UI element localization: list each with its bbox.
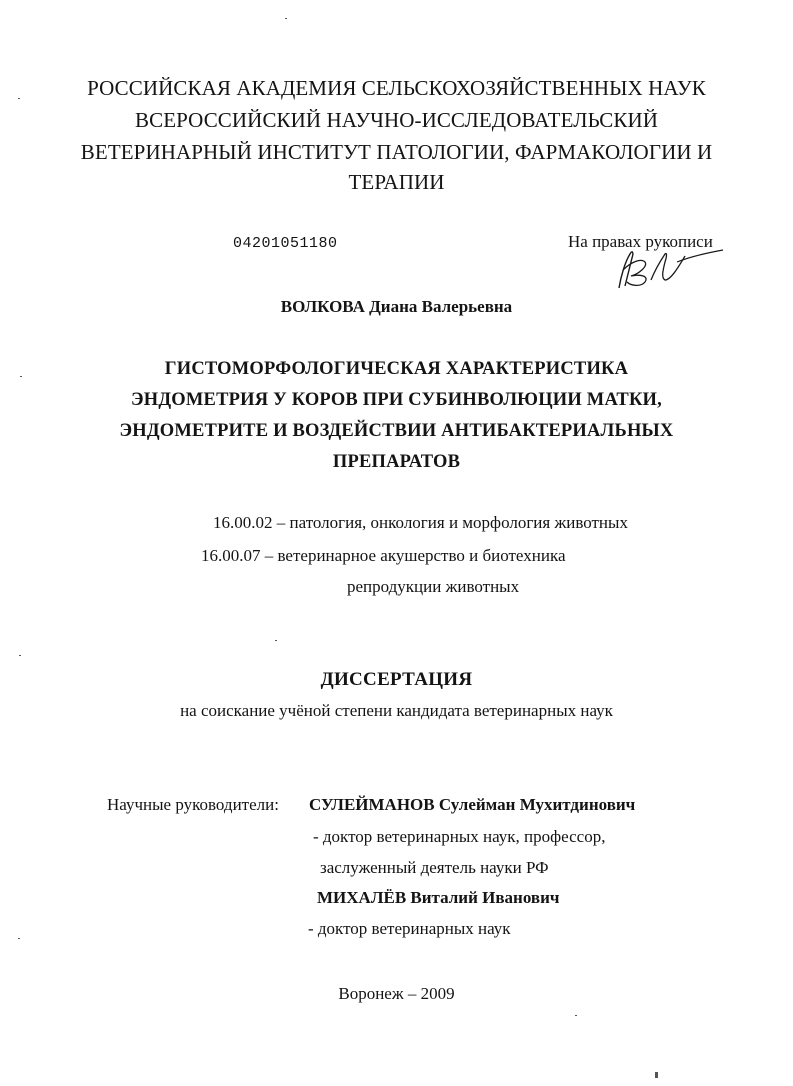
institution-line-1: РОССИЙСКАЯ АКАДЕМИЯ СЕЛЬСКОХОЗЯЙСТВЕННЫХ НАУК xyxy=(87,76,706,100)
institution-line-4: ТЕРАПИИ xyxy=(348,170,445,194)
author-surname: ВОЛКОВА xyxy=(280,297,365,316)
supervisor-2-name xyxy=(317,888,559,908)
document-type-heading: ДИССЕРТАЦИЯ xyxy=(320,669,473,690)
author-name xyxy=(0,297,793,317)
specialty-1: 16.00.02 – патология, онкология и морфология животных xyxy=(213,513,628,532)
supervisor-1-credential-2: заслуженный деятель науки РФ xyxy=(320,858,549,877)
specialty-2-continued: репродукции животных xyxy=(347,577,520,596)
scan-speck xyxy=(19,655,21,656)
supervisors-label: Научные руководители: xyxy=(107,795,279,814)
document-purpose: на соискание учёной степени кандидата ветеринарных наук xyxy=(180,701,613,720)
supervisor-1-name xyxy=(309,795,635,815)
place-year: Воронеж – 2009 xyxy=(338,984,455,1003)
title-line-1: ГИСТОМОРФОЛОГИЧЕСКАЯ ХАРАКТЕРИСТИКА xyxy=(164,359,629,379)
title-line-2: ЭНДОМЕТРИЯ У КОРОВ ПРИ СУБИНВОЛЮЦИИ МАТКИ, xyxy=(131,390,662,410)
institution-line-2: ВСЕРОССИЙСКИЙ НАУЧНО-ИССЛЕДОВАТЕЛЬСКИЙ xyxy=(135,108,658,132)
scan-speck xyxy=(285,18,287,19)
title-line-4: ПРЕПАРАТОВ xyxy=(332,452,461,472)
title-line-3: ЭНДОМЕТРИТЕ И ВОЗДЕЙСТВИИ АНТИБАКТЕРИАЛЬНЫХ xyxy=(119,421,674,441)
author-given-names: Диана Валерьевна xyxy=(369,297,513,316)
scan-speck xyxy=(575,1015,577,1016)
scan-speck xyxy=(18,938,20,939)
signature-mark xyxy=(605,240,730,295)
manuscript-note: На правах рукописи xyxy=(568,232,713,251)
supervisor-1-credential-1: - доктор ветеринарных наук, профессор, xyxy=(313,827,606,846)
specialty-2: 16.00.07 – ветеринарное акушерство и биотехника xyxy=(201,546,566,565)
institution-line-3: ВЕТЕРИНАРНЫЙ ИНСТИТУТ ПАТОЛОГИИ, ФАРМАКОЛОГИИ И xyxy=(80,140,713,164)
scan-speck xyxy=(655,1072,658,1078)
scan-speck xyxy=(275,640,277,641)
supervisor-2-credential-1: - доктор ветеринарных наук xyxy=(308,919,511,938)
supervisor-2-given-names: Виталий Иванович xyxy=(410,888,560,907)
supervisor-2-surname: МИХАЛЁВ xyxy=(317,888,407,907)
supervisor-1-given-names: Сулейман Мухитдинович xyxy=(438,795,636,814)
supervisor-1-surname: СУЛЕЙМАНОВ xyxy=(309,795,435,814)
registration-number: 04201051180 xyxy=(233,235,338,252)
